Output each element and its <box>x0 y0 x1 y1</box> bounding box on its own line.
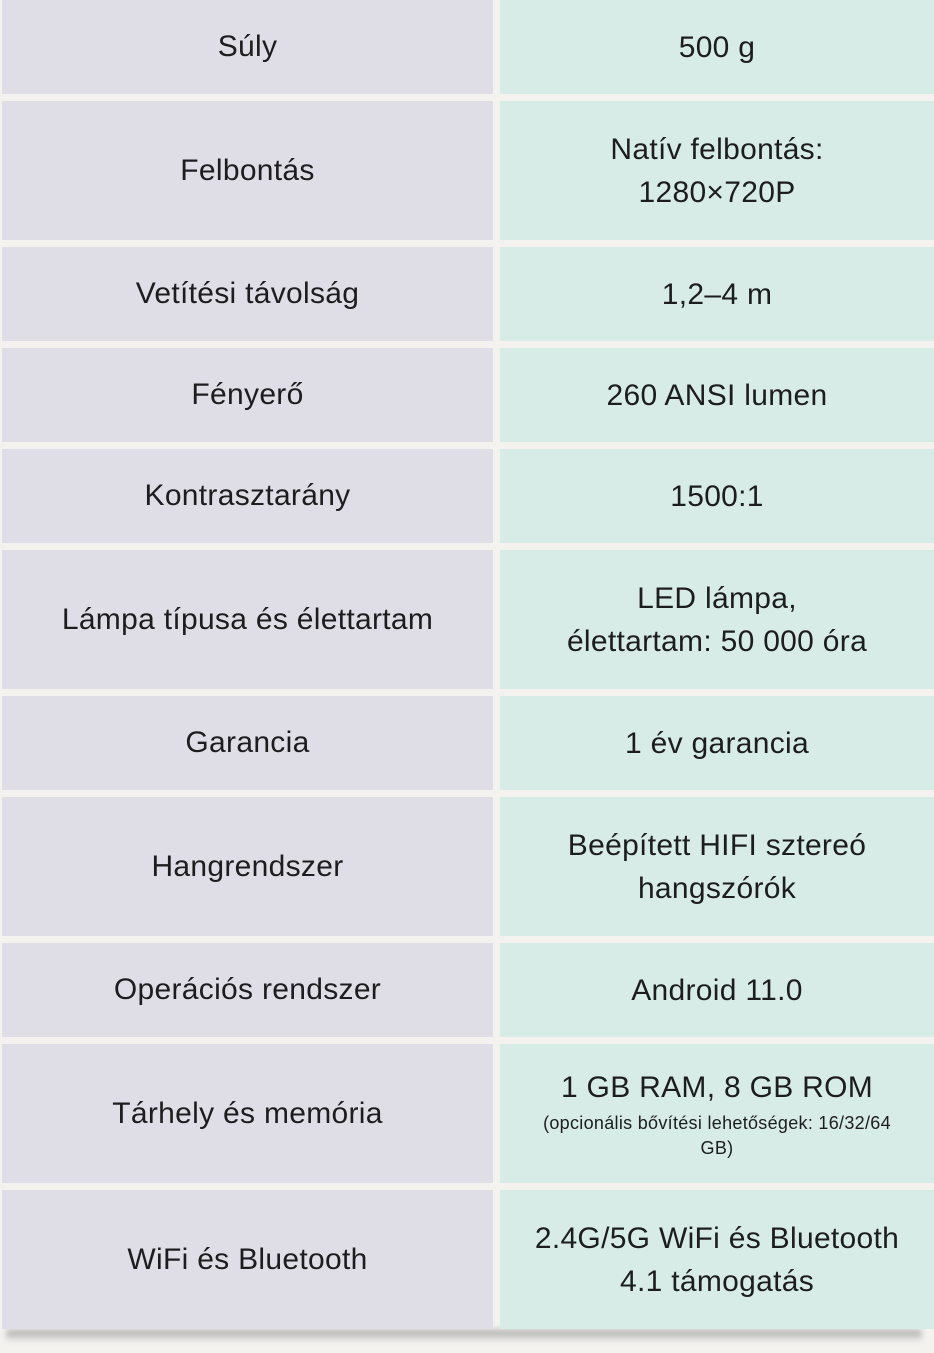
spec-label-text: Lámpa típusa és élettartam <box>61 602 434 636</box>
spec-row-lamp <box>0 550 934 689</box>
spec-row-warranty <box>0 696 934 790</box>
spec-label-text: Operációs rendszer <box>113 973 382 1006</box>
spec-label <box>2 797 493 936</box>
spec-value <box>500 550 934 689</box>
spec-row-brightness <box>0 348 934 442</box>
spec-value <box>500 797 934 936</box>
spec-value-text: Natív felbontás: <box>610 132 824 166</box>
spec-label <box>2 348 493 442</box>
spec-label <box>2 550 493 689</box>
spec-label <box>2 943 493 1037</box>
spec-value <box>500 247 934 341</box>
spec-label-text: Felbontás <box>180 153 315 187</box>
spec-value-text: 1 év garancia <box>624 726 810 760</box>
spec-row-connectivity <box>0 1190 934 1329</box>
spec-label <box>2 449 493 543</box>
spec-label <box>2 696 493 790</box>
spec-label-text: Kontrasztarány <box>144 479 351 512</box>
spec-label-text: Hangrendszer <box>151 849 344 883</box>
spec-value <box>500 0 934 94</box>
spec-label-text: WiFi és Bluetooth <box>127 1242 368 1276</box>
spec-value <box>500 101 934 240</box>
spec-row-audio <box>0 797 934 936</box>
spec-value <box>500 348 934 442</box>
spec-value-text: 2.4G/5G WiFi és Bluetooth <box>534 1221 900 1255</box>
spec-label-text: Garancia <box>185 726 310 759</box>
spec-label <box>2 1190 493 1329</box>
spec-label-text: Vetítési távolság <box>135 277 360 310</box>
spec-value-text: 1,2–4 m <box>661 277 773 311</box>
table-shadow <box>6 1330 922 1342</box>
spec-label <box>2 101 493 240</box>
spec-label-text: Tárhely és memória <box>112 1096 383 1130</box>
spec-value <box>500 449 934 543</box>
spec-value-text: 1280×720P <box>638 175 796 209</box>
spec-row-contrast <box>0 449 934 543</box>
spec-value <box>500 1190 934 1329</box>
spec-value <box>500 696 934 790</box>
spec-label <box>2 247 493 341</box>
spec-value-text: 500 g <box>678 30 756 64</box>
spec-row-resolution <box>0 101 934 240</box>
spec-value-note: (opcionális bővítési lehetőségek: 16/32/64 GB) <box>543 1113 891 1158</box>
spec-value-text: 1500:1 <box>670 479 764 513</box>
spec-row-os <box>0 943 934 1037</box>
spec-label-text: Fényerő <box>191 378 304 411</box>
spec-value-text: hangszórók <box>637 871 797 905</box>
spec-value <box>500 1044 934 1183</box>
spec-row-projection-distance <box>0 247 934 341</box>
spec-label <box>2 0 493 94</box>
spec-value <box>500 943 934 1037</box>
spec-row-storage <box>0 1044 934 1183</box>
spec-value-text: élettartam: 50 000 óra <box>566 624 868 658</box>
spec-value-text: Android 11.0 <box>631 973 803 1007</box>
spec-value-text: 260 ANSI lumen <box>606 378 828 412</box>
spec-value-text: LED lámpa, <box>637 581 797 615</box>
spec-value-text: 1 GB RAM, 8 GB ROM <box>560 1071 874 1104</box>
spec-row-weight <box>0 0 934 94</box>
spec-label-text: Súly <box>217 30 278 63</box>
spec-value-text: 4.1 támogatás <box>619 1264 815 1298</box>
spec-label <box>2 1044 493 1183</box>
spec-value-text: Beépített HIFI sztereó <box>567 828 867 862</box>
